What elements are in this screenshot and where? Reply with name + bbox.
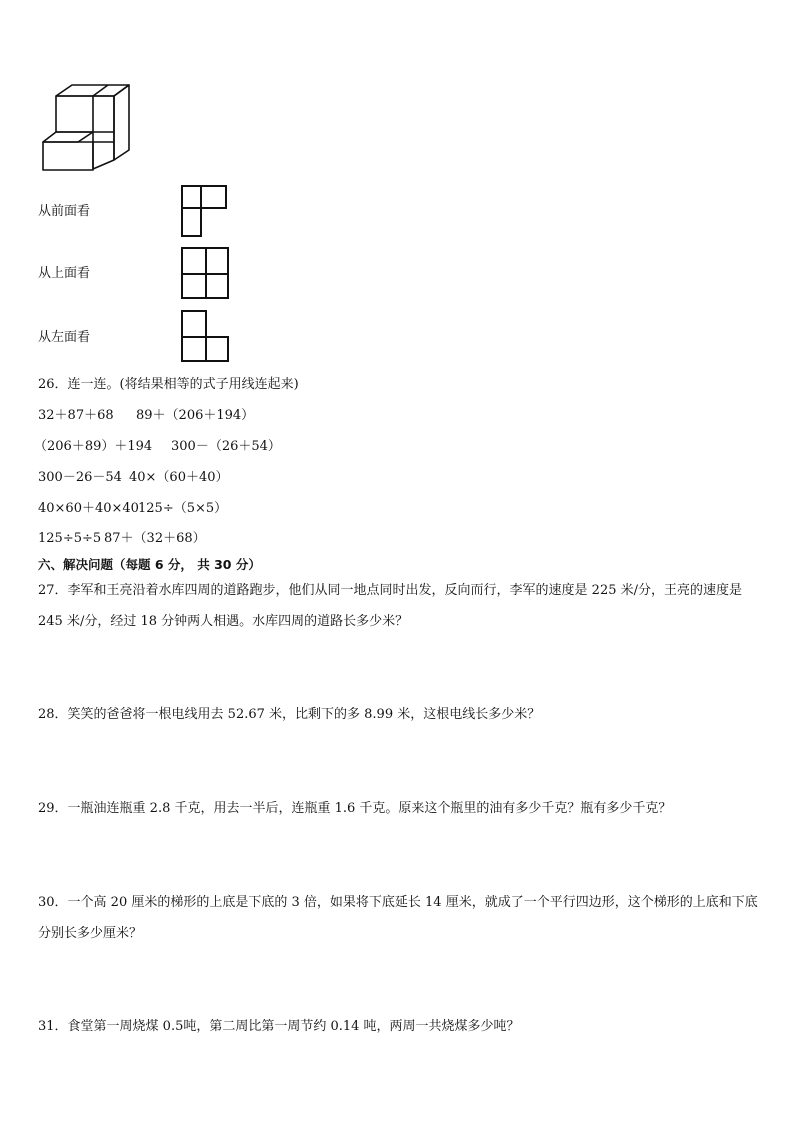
view-label-front: 从前面看 bbox=[38, 204, 91, 219]
view-label-top: 从上面看 bbox=[38, 266, 91, 281]
q26-right-2: 300－（26＋54） bbox=[171, 439, 281, 454]
cube-figure bbox=[38, 82, 132, 178]
left-view-grid bbox=[181, 310, 229, 362]
question-31: 31．食堂第一周烧煤 0.5吨，第二周比第一周节约 0.14 吨，两周一共烧煤多少吨？ bbox=[38, 1019, 520, 1034]
question-29: 29．一瓶油连瓶重 2.8 千克，用去一半后，连瓶重 1.6 千克。原来这个瓶里的油有多少千克？瓶有多少千克？ bbox=[38, 801, 672, 816]
top-view-grid bbox=[181, 247, 229, 299]
question-30: 30．一个高 20 厘米的梯形的上底是下底的 3 倍，如果将下底延长 14 厘米，就成了一个平行四边形，这个梯形的上底和下底分别长多少厘米？ bbox=[38, 895, 758, 941]
q26-right-1: 89＋（206＋194） bbox=[136, 408, 255, 423]
q26-right-3: 40×（60＋40） bbox=[129, 470, 229, 485]
section-6-title: 六、解决问题（每题 6 分， 共 30 分） bbox=[38, 557, 261, 572]
q26-title: 26．连一连。(将结果相等的式子用线连起来) bbox=[38, 377, 299, 392]
q26-left-1: 32＋87＋68 bbox=[38, 408, 114, 423]
q26-left-2: （206＋89）＋194 bbox=[34, 439, 153, 454]
question-27: 27．李军和王亮沿着水库四周的道路跑步，他们从同一地点同时出发，反向而行，李军的速度是 225 米/分，王亮的速度是 245 米/分，经过 18 分钟两人相遇。水库四周的道路长多少米？ bbox=[38, 583, 743, 629]
front-view-grid bbox=[181, 185, 229, 237]
view-label-left: 从左面看 bbox=[38, 330, 91, 345]
question-28: 28．笑笑的爸爸将一根电线用去 52.67 米，比剩下的多 8.99 米，这根电线长多少米？ bbox=[38, 707, 541, 722]
q26-left-5: 125÷5÷5 bbox=[38, 531, 102, 546]
q26-right-4: 125÷（5×5） bbox=[138, 501, 228, 516]
q26-left-3: 300－26－54 bbox=[38, 470, 122, 485]
q26-left-4: 40×60＋40×40 bbox=[38, 501, 139, 516]
q26-right-5: 87＋（32＋68） bbox=[104, 531, 206, 546]
